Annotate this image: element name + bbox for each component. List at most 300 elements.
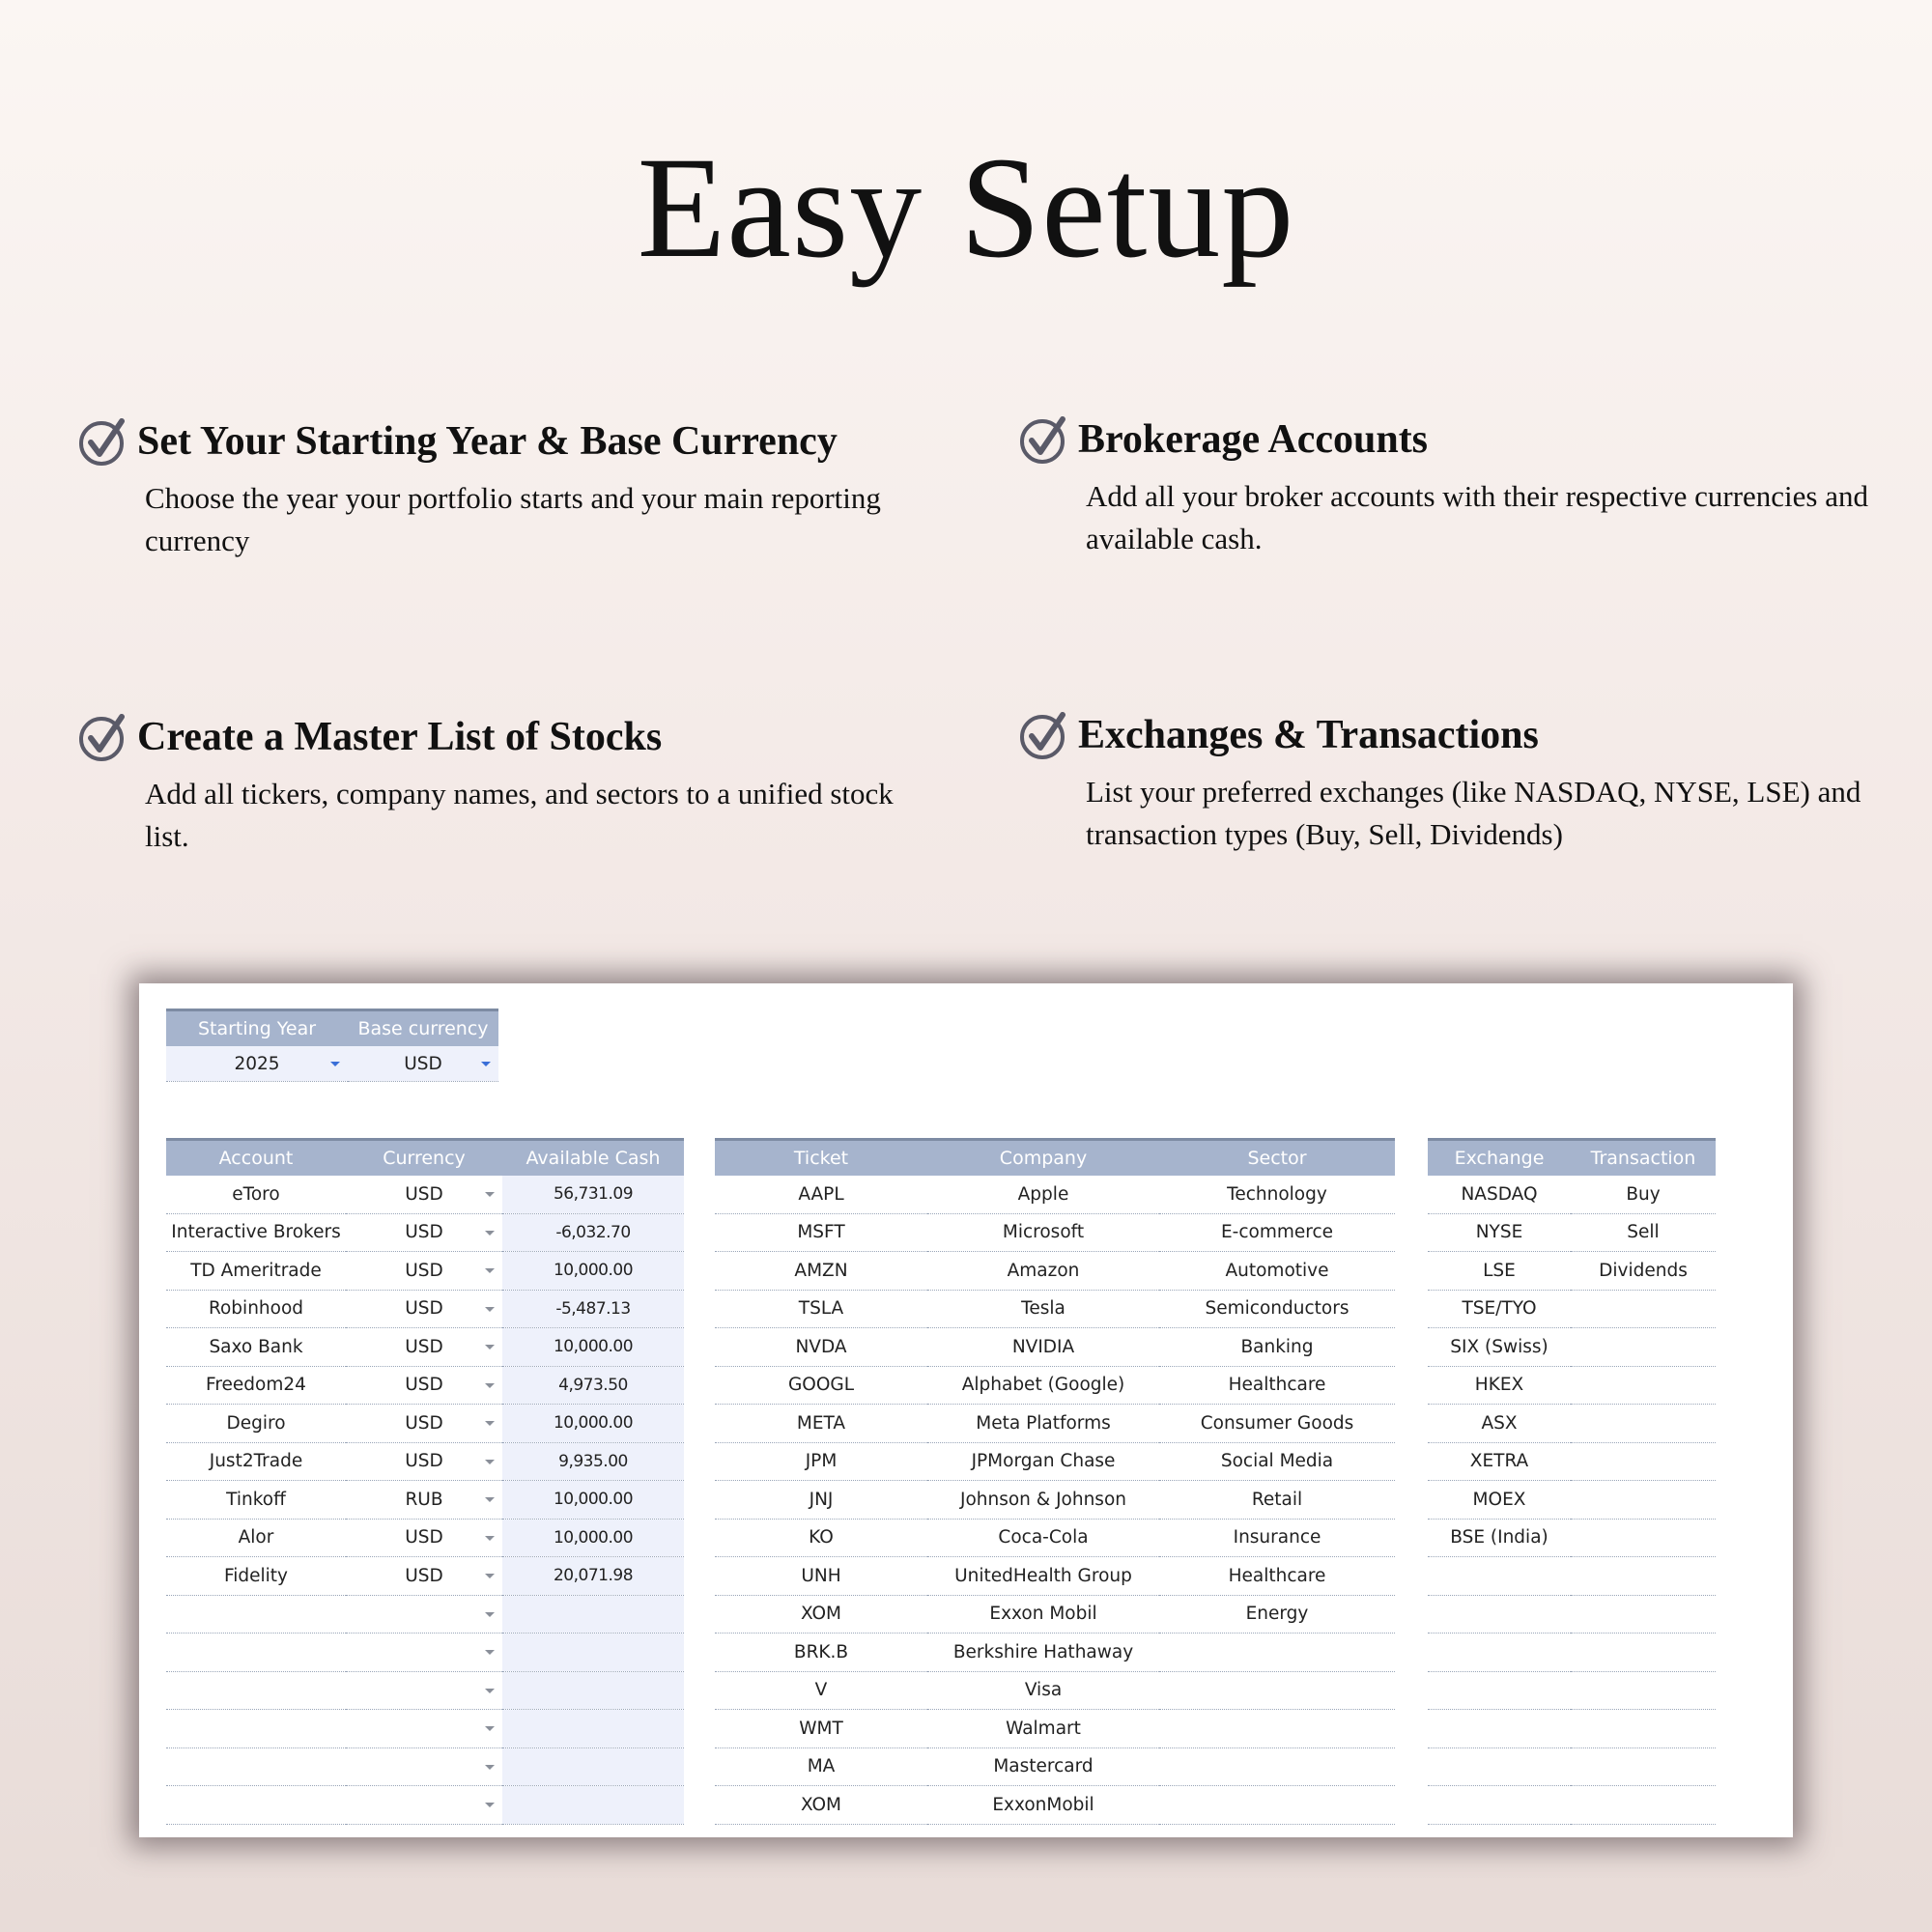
dropdown-arrow-icon[interactable] [485, 1268, 495, 1273]
company-cell[interactable] [927, 1290, 1159, 1328]
currency-cell[interactable] [346, 1176, 502, 1213]
table-row [1428, 1176, 1716, 1213]
settings-table [166, 1009, 498, 1082]
account-cell[interactable] [166, 1595, 346, 1634]
account-cell[interactable] [166, 1671, 346, 1710]
ticket-cell[interactable] [715, 1557, 927, 1596]
ticket-value: WMT [799, 1718, 843, 1739]
available-cash-cell[interactable] [502, 1557, 684, 1596]
ticket-value: XOM [800, 1604, 841, 1625]
table-row [1428, 1252, 1716, 1291]
transaction-cell[interactable] [1571, 1595, 1716, 1634]
feature-title: Exchanges & Transactions [1078, 713, 1539, 757]
ticket-cell[interactable] [715, 1442, 927, 1481]
company-value: Tesla [1021, 1298, 1065, 1320]
table-row [715, 1519, 1395, 1557]
table-row [1428, 1481, 1716, 1520]
currency-cell[interactable] [346, 1519, 502, 1557]
exchange-cell[interactable] [1428, 1328, 1571, 1367]
ticket-value: MA [807, 1756, 836, 1777]
transaction-cell[interactable] [1571, 1252, 1716, 1291]
ticket-value: GOOGL [787, 1375, 855, 1396]
available-cash-value: 20,071.98 [553, 1566, 634, 1586]
currency-cell[interactable] [346, 1366, 502, 1405]
table-row [166, 1481, 684, 1520]
currency-cell[interactable] [346, 1710, 502, 1748]
table-row [715, 1213, 1395, 1252]
sector-value: Healthcare [1228, 1565, 1326, 1586]
sector-value: Technology [1227, 1183, 1327, 1205]
table-row [1428, 1557, 1716, 1596]
transaction-value: Buy [1626, 1183, 1661, 1205]
exchanges-table [1428, 1138, 1716, 1825]
header-transaction: Transaction [1571, 1140, 1716, 1177]
ticket-cell[interactable] [715, 1290, 927, 1328]
ticket-cell[interactable] [715, 1634, 927, 1672]
header-account: Account [166, 1140, 346, 1177]
dropdown-arrow-icon[interactable] [485, 1460, 495, 1464]
ticket-cell[interactable] [715, 1519, 927, 1557]
transaction-cell[interactable] [1571, 1213, 1716, 1252]
sector-cell[interactable] [1159, 1213, 1395, 1252]
sector-value: E-commerce [1220, 1222, 1334, 1243]
transaction-cell[interactable] [1571, 1671, 1716, 1710]
account-cell[interactable] [166, 1786, 346, 1825]
exchange-value: LSE [1483, 1260, 1516, 1281]
company-value: Exxon Mobil [989, 1604, 1097, 1625]
ticket-value: XOM [800, 1794, 841, 1815]
table-row [166, 1710, 684, 1748]
feature-description: Add all your broker accounts with their respective currencies and available cash. [1086, 479, 1868, 555]
currency-value: RUB [405, 1489, 443, 1510]
exchange-value: MOEX [1472, 1489, 1526, 1510]
account-value: Tinkoff [226, 1489, 286, 1510]
company-value: Visa [1024, 1680, 1063, 1701]
account-cell[interactable] [166, 1366, 346, 1405]
sector-cell[interactable] [1159, 1252, 1395, 1291]
company-cell[interactable] [927, 1747, 1159, 1786]
currency-cell[interactable] [346, 1290, 502, 1328]
table-row [715, 1442, 1395, 1481]
exchange-cell[interactable] [1428, 1442, 1571, 1481]
company-cell[interactable] [927, 1481, 1159, 1520]
table-row [1428, 1595, 1716, 1634]
ticket-cell[interactable] [715, 1405, 927, 1443]
ticket-cell[interactable] [715, 1176, 927, 1213]
accounts-table [166, 1138, 684, 1825]
dropdown-arrow-icon[interactable] [485, 1536, 495, 1541]
currency-cell[interactable] [346, 1671, 502, 1710]
ticket-cell[interactable] [715, 1747, 927, 1786]
table-row [166, 1252, 684, 1291]
table-row [1428, 1328, 1716, 1367]
available-cash-cell[interactable] [502, 1519, 684, 1557]
header-available-cash: Available Cash [502, 1140, 684, 1177]
table-row [1428, 1710, 1716, 1748]
transaction-cell[interactable] [1571, 1366, 1716, 1405]
exchange-cell[interactable] [1428, 1290, 1571, 1328]
company-cell[interactable] [927, 1671, 1159, 1710]
table-row [1428, 1405, 1716, 1443]
feature-starting-year [77, 415, 927, 562]
account-cell[interactable] [166, 1634, 346, 1672]
currency-value: USD [405, 1336, 443, 1357]
account-value: Robinhood [208, 1298, 304, 1320]
exchange-value: HKEX [1474, 1375, 1524, 1396]
available-cash-value: 10,000.00 [553, 1261, 634, 1281]
currency-value: USD [405, 1183, 443, 1205]
table-row [1428, 1786, 1716, 1825]
ticket-value: AMZN [794, 1260, 848, 1281]
account-cell[interactable] [166, 1290, 346, 1328]
sector-cell[interactable] [1159, 1442, 1395, 1481]
company-value: Alphabet (Google) [961, 1375, 1125, 1396]
table-row [715, 1710, 1395, 1748]
feature-title: Brokerage Accounts [1078, 417, 1429, 462]
ticket-cell[interactable] [715, 1481, 927, 1520]
company-value: Johnson & Johnson [959, 1489, 1126, 1510]
account-cell[interactable] [166, 1252, 346, 1291]
sector-value: Insurance [1233, 1527, 1321, 1548]
currency-cell[interactable] [346, 1786, 502, 1825]
table-row [166, 1213, 684, 1252]
exchange-value: SIX (Swiss) [1450, 1336, 1548, 1357]
ticket-value: META [796, 1412, 846, 1434]
feature-description: Choose the year your portfolio starts and your main reporting currency [145, 481, 881, 557]
exchange-cell[interactable] [1428, 1519, 1571, 1557]
exchange-cell[interactable] [1428, 1213, 1571, 1252]
header-sector: Sector [1159, 1140, 1395, 1177]
ticket-cell[interactable] [715, 1252, 927, 1291]
spreadsheet-preview [139, 983, 1793, 1837]
sector-cell[interactable] [1159, 1671, 1395, 1710]
feature-description: List your preferred exchanges (like NASDAQ, NYSE, LSE) and transaction types (Buy, Sell, Dividends) [1086, 775, 1861, 851]
company-value: Mastercard [993, 1756, 1094, 1777]
dropdown-arrow-icon[interactable] [485, 1574, 495, 1578]
transaction-cell[interactable] [1571, 1557, 1716, 1596]
available-cash-cell[interactable] [502, 1671, 684, 1710]
company-cell[interactable] [927, 1366, 1159, 1405]
exchange-cell[interactable] [1428, 1176, 1571, 1213]
sector-value: Social Media [1220, 1451, 1334, 1472]
ticket-value: V [814, 1680, 828, 1701]
available-cash-value: -6,032.70 [555, 1222, 631, 1242]
exchange-cell[interactable] [1428, 1786, 1571, 1825]
company-cell[interactable] [927, 1405, 1159, 1443]
exchange-cell[interactable] [1428, 1366, 1571, 1405]
ticket-cell[interactable] [715, 1595, 927, 1634]
company-value: Microsoft [1002, 1222, 1085, 1243]
currency-value: USD [405, 1565, 443, 1586]
sector-value: Retail [1251, 1489, 1303, 1510]
table-row [715, 1747, 1395, 1786]
feature-title: Set Your Starting Year & Base Currency [137, 419, 838, 464]
exchange-cell[interactable] [1428, 1557, 1571, 1596]
company-cell[interactable] [927, 1557, 1159, 1596]
company-value: NVIDIA [1011, 1336, 1075, 1357]
sector-cell[interactable] [1159, 1710, 1395, 1748]
transaction-cell[interactable] [1571, 1747, 1716, 1786]
transaction-cell[interactable] [1571, 1634, 1716, 1672]
ticket-value: TSLA [798, 1298, 844, 1320]
account-cell[interactable] [166, 1747, 346, 1786]
account-cell[interactable] [166, 1442, 346, 1481]
exchange-value: NYSE [1475, 1222, 1523, 1243]
header-starting-year: Starting Year [166, 1010, 348, 1047]
available-cash-cell[interactable] [502, 1290, 684, 1328]
available-cash-cell[interactable] [502, 1328, 684, 1367]
available-cash-cell[interactable] [502, 1481, 684, 1520]
ticket-cell[interactable] [715, 1710, 927, 1748]
ticket-value: KO [809, 1527, 834, 1548]
currency-cell[interactable] [346, 1557, 502, 1596]
feature-master-stock-list [77, 711, 927, 858]
ticket-cell[interactable] [715, 1786, 927, 1825]
company-value: Berkshire Hathaway [952, 1641, 1134, 1662]
ticket-value: JNJ [809, 1489, 834, 1510]
table-row [1428, 1519, 1716, 1557]
sector-cell[interactable] [1159, 1405, 1395, 1443]
sector-cell[interactable] [1159, 1786, 1395, 1825]
available-cash-cell[interactable] [502, 1710, 684, 1748]
exchange-cell[interactable] [1428, 1595, 1571, 1634]
table-row [715, 1634, 1395, 1672]
table-row [1428, 1747, 1716, 1786]
company-value: JPMorgan Chase [971, 1451, 1116, 1472]
account-cell[interactable] [166, 1405, 346, 1443]
available-cash-cell[interactable] [502, 1405, 684, 1443]
sector-value: Energy [1245, 1604, 1309, 1625]
dropdown-arrow-icon[interactable] [485, 1765, 495, 1770]
header-currency: Currency [346, 1140, 502, 1177]
available-cash-cell[interactable] [502, 1634, 684, 1672]
sector-cell[interactable] [1159, 1328, 1395, 1367]
account-cell[interactable] [166, 1328, 346, 1367]
transaction-cell[interactable] [1571, 1481, 1716, 1520]
ticket-cell[interactable] [715, 1213, 927, 1252]
table-row [715, 1557, 1395, 1596]
available-cash-cell[interactable] [502, 1252, 684, 1291]
available-cash-value: 10,000.00 [553, 1413, 634, 1434]
available-cash-cell[interactable] [502, 1747, 684, 1786]
transaction-cell[interactable] [1571, 1442, 1716, 1481]
account-cell[interactable] [166, 1213, 346, 1252]
sector-value: Automotive [1225, 1260, 1329, 1281]
account-cell[interactable] [166, 1176, 346, 1213]
feature-description: Add all tickers, company names, and sectors to a unified stock list. [145, 777, 894, 853]
dropdown-arrow-icon[interactable] [485, 1307, 495, 1312]
account-value: Just2Trade [209, 1451, 303, 1472]
exchange-cell[interactable] [1428, 1634, 1571, 1672]
account-value: Freedom24 [206, 1375, 306, 1396]
available-cash-cell[interactable] [502, 1213, 684, 1252]
dropdown-arrow-icon[interactable] [485, 1497, 495, 1502]
available-cash-cell[interactable] [502, 1442, 684, 1481]
account-cell[interactable] [166, 1519, 346, 1557]
currency-cell[interactable] [346, 1252, 502, 1291]
currency-cell[interactable] [346, 1442, 502, 1481]
dropdown-arrow-icon[interactable] [485, 1650, 495, 1655]
currency-cell[interactable] [346, 1634, 502, 1672]
table-row [1428, 1213, 1716, 1252]
currency-value: USD [405, 1298, 443, 1320]
currency-cell[interactable] [346, 1405, 502, 1443]
dropdown-arrow-icon[interactable] [481, 1062, 491, 1066]
ticket-cell[interactable] [715, 1671, 927, 1710]
sector-cell[interactable] [1159, 1634, 1395, 1672]
available-cash-cell[interactable] [502, 1176, 684, 1213]
available-cash-value: 10,000.00 [553, 1527, 634, 1548]
account-cell[interactable] [166, 1710, 346, 1748]
company-cell[interactable] [927, 1634, 1159, 1672]
dropdown-arrow-icon[interactable] [485, 1231, 495, 1236]
company-cell[interactable] [927, 1252, 1159, 1291]
available-cash-cell[interactable] [502, 1366, 684, 1405]
exchange-cell[interactable] [1428, 1671, 1571, 1710]
sector-value: Consumer Goods [1200, 1412, 1354, 1434]
table-row [715, 1176, 1395, 1213]
exchange-value: ASX [1481, 1412, 1518, 1434]
dropdown-arrow-icon[interactable] [485, 1345, 495, 1350]
currency-cell[interactable] [346, 1213, 502, 1252]
available-cash-cell[interactable] [502, 1786, 684, 1825]
sector-cell[interactable] [1159, 1290, 1395, 1328]
company-value: ExxonMobil [992, 1794, 1094, 1815]
page-title: Easy Setup [637, 128, 1295, 288]
table-row [1428, 1671, 1716, 1710]
available-cash-cell[interactable] [502, 1595, 684, 1634]
header-base-currency: Base currency [348, 1010, 498, 1047]
sector-cell[interactable] [1159, 1519, 1395, 1557]
sector-cell[interactable] [1159, 1481, 1395, 1520]
starting-year-select[interactable] [166, 1046, 348, 1082]
transaction-cell[interactable] [1571, 1710, 1716, 1748]
transaction-cell[interactable] [1571, 1290, 1716, 1328]
company-cell[interactable] [927, 1328, 1159, 1367]
table-row [166, 1634, 684, 1672]
company-value: Meta Platforms [976, 1412, 1111, 1434]
starting-year-value: 2025 [234, 1053, 280, 1074]
sector-value: Banking [1240, 1336, 1314, 1357]
exchange-value: XETRA [1469, 1451, 1529, 1472]
currency-value: USD [405, 1222, 443, 1243]
ticket-value: UNH [801, 1565, 841, 1586]
ticket-value: JPM [805, 1451, 838, 1472]
dropdown-arrow-icon[interactable] [485, 1689, 495, 1693]
account-cell[interactable] [166, 1481, 346, 1520]
company-value: Amazon [1007, 1260, 1080, 1281]
company-cell[interactable] [927, 1595, 1159, 1634]
exchange-cell[interactable] [1428, 1747, 1571, 1786]
table-row [166, 1366, 684, 1405]
company-value: Coca-Cola [998, 1527, 1089, 1548]
dropdown-arrow-icon[interactable] [485, 1383, 495, 1388]
company-cell[interactable] [927, 1442, 1159, 1481]
dropdown-arrow-icon[interactable] [485, 1192, 495, 1197]
ticket-cell[interactable] [715, 1328, 927, 1367]
exchange-value: TSE/TYO [1462, 1298, 1537, 1320]
table-row [166, 1786, 684, 1825]
company-value: UnitedHealth Group [954, 1565, 1132, 1586]
table-row [166, 1290, 684, 1328]
table-row [715, 1290, 1395, 1328]
transaction-cell[interactable] [1571, 1786, 1716, 1825]
sector-cell[interactable] [1159, 1747, 1395, 1786]
currency-value: USD [405, 1260, 443, 1281]
header-exchange: Exchange [1428, 1140, 1571, 1177]
table-row [166, 1519, 684, 1557]
dropdown-arrow-icon[interactable] [485, 1803, 495, 1807]
sector-cell[interactable] [1159, 1176, 1395, 1213]
company-cell[interactable] [927, 1519, 1159, 1557]
check-circle-icon [77, 711, 129, 763]
table-row [715, 1328, 1395, 1367]
feature-brokerage-accounts [1018, 413, 1888, 560]
transaction-cell[interactable] [1571, 1519, 1716, 1557]
available-cash-value: 10,000.00 [553, 1337, 634, 1357]
dropdown-arrow-icon[interactable] [330, 1062, 340, 1066]
company-cell[interactable] [927, 1176, 1159, 1213]
dropdown-arrow-icon[interactable] [485, 1421, 495, 1426]
exchange-cell[interactable] [1428, 1710, 1571, 1748]
account-value: eToro [232, 1183, 280, 1205]
company-cell[interactable] [927, 1786, 1159, 1825]
currency-value: USD [405, 1527, 443, 1548]
ticket-cell[interactable] [715, 1366, 927, 1405]
available-cash-value: -5,487.13 [555, 1298, 631, 1319]
sector-cell[interactable] [1159, 1595, 1395, 1634]
company-cell[interactable] [927, 1710, 1159, 1748]
company-cell[interactable] [927, 1213, 1159, 1252]
dropdown-arrow-icon[interactable] [485, 1726, 495, 1731]
header-company: Company [927, 1140, 1159, 1177]
currency-cell[interactable] [346, 1747, 502, 1786]
ticket-value: BRK.B [793, 1641, 849, 1662]
table-row [166, 1328, 684, 1367]
account-value: TD Ameritrade [190, 1260, 322, 1281]
currency-cell[interactable] [346, 1481, 502, 1520]
table-row [1428, 1442, 1716, 1481]
currency-cell[interactable] [346, 1328, 502, 1367]
table-row [1428, 1290, 1716, 1328]
feature-title: Create a Master List of Stocks [137, 715, 663, 759]
table-row [166, 1747, 684, 1786]
table-row [166, 1595, 684, 1634]
currency-value: USD [405, 1375, 443, 1396]
base-currency-value: USD [404, 1053, 442, 1074]
table-row [715, 1786, 1395, 1825]
currency-value: USD [405, 1451, 443, 1472]
sector-cell[interactable] [1159, 1366, 1395, 1405]
exchange-cell[interactable] [1428, 1481, 1571, 1520]
table-row [715, 1595, 1395, 1634]
company-value: Walmart [1006, 1718, 1081, 1739]
sector-cell[interactable] [1159, 1557, 1395, 1596]
transaction-cell[interactable] [1571, 1328, 1716, 1367]
dropdown-arrow-icon[interactable] [485, 1612, 495, 1617]
transaction-cell[interactable] [1571, 1176, 1716, 1213]
currency-cell[interactable] [346, 1595, 502, 1634]
exchange-cell[interactable] [1428, 1252, 1571, 1291]
base-currency-select[interactable] [348, 1046, 498, 1082]
account-cell[interactable] [166, 1557, 346, 1596]
table-row [166, 1442, 684, 1481]
table-row [1428, 1634, 1716, 1672]
transaction-value: Sell [1627, 1222, 1660, 1243]
transaction-cell[interactable] [1571, 1405, 1716, 1443]
sector-value: Semiconductors [1205, 1298, 1350, 1320]
exchange-cell[interactable] [1428, 1405, 1571, 1443]
